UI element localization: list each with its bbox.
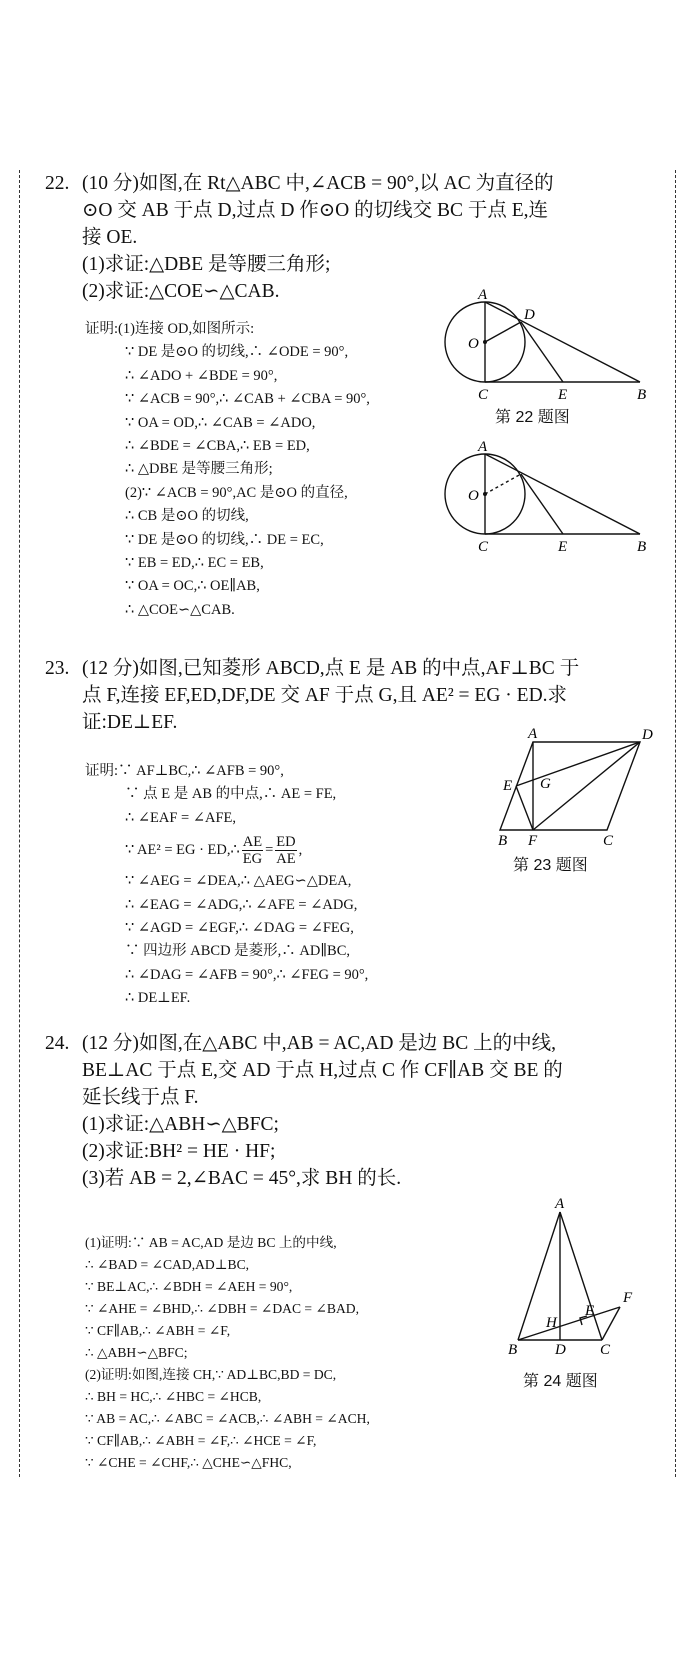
label-C: C [478, 387, 489, 403]
label-O: O [468, 336, 479, 352]
label-D: D [642, 727, 653, 743]
label-B: B [637, 539, 647, 555]
label-B: B [637, 387, 647, 403]
proof-line: ∵ 四边形 ABCD 是菱形,∴ AD∥BC, [125, 943, 351, 960]
label-A: A [555, 1196, 565, 1212]
proof-line: 证明:∵ AF⊥BC,∴ ∠AFB = 90°, [85, 763, 284, 779]
label-B: B [498, 833, 508, 849]
figure-22-caption: 第 22 题图 [495, 409, 570, 426]
label-H: H [546, 1315, 557, 1331]
proof-text: ∵ AE² = EG · ED,∴ [125, 842, 240, 859]
label-D: D [555, 1342, 566, 1358]
question-line: BE⊥AC 于点 E,交 AD 于点 H,过点 C 作 CF∥AB 交 BE 的 [82, 1060, 563, 1081]
proof-line: ∴ ∠DAG = ∠AFB = 90°,∴ ∠FEG = 90°, [125, 966, 369, 983]
question-line: (12 分)如图,在△ABC 中,AB = AC,AD 是边 BC 上的中线, [82, 1033, 556, 1054]
question-number: 24. [45, 1033, 70, 1054]
proof-line: ∵ BE⊥AC,∴ ∠BDH = ∠AEH = 90°, [85, 1279, 293, 1294]
proof-line: ∵ ∠AEG = ∠DEA,∴ △AEG∽△DEA, [125, 873, 352, 890]
proof-line: ∵ OA = OD,∴ ∠CAB = ∠ADO, [125, 414, 316, 431]
question-line: (3)若 AB = 2,∠BAC = 45°,求 BH 的长. [82, 1168, 402, 1189]
proof-line: ∴ ∠BDE = ∠CBA,∴ EB = ED, [125, 437, 310, 454]
label-C: C [478, 539, 489, 555]
label-B: B [508, 1342, 518, 1358]
question-line: ⊙O 交 AB 于点 D,过点 D 作⊙O 的切线交 BC 于点 E,连 [82, 200, 549, 221]
question-line: (1)求证:△DBE 是等腰三角形; [82, 254, 331, 275]
proof-22 [85, 318, 370, 622]
proof-line: ∵ ∠AHE = ∠BHD,∴ ∠DBH = ∠DAC = ∠BAD, [85, 1301, 359, 1316]
proof-line: ∴ CB 是⊙O 的切线, [125, 508, 249, 525]
fraction-numerator: AE [242, 834, 263, 851]
label-O: O [468, 488, 479, 504]
proof-line: ∴ BH = HC,∴ ∠HBC = ∠HCB, [85, 1389, 262, 1404]
proof-line: ∵ AB = AC,∴ ∠ABC = ∠ACB,∴ ∠ABH = ∠ACH, [85, 1411, 370, 1426]
question-line: 点 F,连接 EF,ED,DF,DE 交 AF 于点 G,且 AE² = EG · ED.求 [82, 685, 568, 706]
figure-22-a [450, 287, 650, 410]
proof-line: ∵ ∠CHE = ∠CHF,∴ △CHE∽△FHC, [85, 1455, 292, 1470]
question-line: 接 OE. [82, 227, 138, 248]
fraction-tail: , [298, 842, 303, 859]
proof-line: (1)证明:∵ AB = AC,AD 是边 BC 上的中线, [85, 1235, 337, 1250]
label-C: C [603, 833, 614, 849]
proof-line: ∵ OA = OC,∴ OE∥AB, [125, 578, 260, 595]
proof-line: ∵ ∠ACB = 90°,∴ ∠CAB + ∠CBA = 90°, [125, 391, 370, 408]
proof-24 [85, 1232, 370, 1474]
figure-24-caption: 第 24 题图 [523, 1373, 598, 1390]
label-E: E [585, 1303, 595, 1319]
question-line: (1)求证:△ABH∽△BFC; [82, 1114, 279, 1135]
label-E: E [503, 778, 513, 794]
label-A: A [528, 726, 538, 742]
label-D: D [524, 307, 535, 323]
label-G: G [540, 776, 551, 792]
figure-22-b [450, 439, 650, 562]
figure-24 [508, 1196, 660, 1358]
label-A: A [478, 439, 488, 455]
right-dashed-margin [675, 170, 676, 1477]
proof-line: ∵ ∠AGD = ∠EGF,∴ ∠DAG = ∠FEG, [125, 919, 354, 936]
proof-line: ∵ DE 是⊙O 的切线,∴ DE = EC, [125, 531, 324, 548]
fraction [242, 834, 263, 867]
question-line: (2)求证:BH² = HE · HF; [82, 1141, 276, 1162]
label-A: A [478, 287, 488, 303]
left-dashed-margin [19, 170, 20, 1477]
question-line: 证:DE⊥EF. [82, 712, 178, 733]
label-E: E [558, 387, 568, 403]
proof-line: ∵ 点 E 是 AB 的中点,∴ AE = FE, [125, 786, 337, 803]
proof-line: (2)证明:如图,连接 CH,∵ AD⊥BC,BD = DC, [85, 1367, 337, 1382]
question-line: (2)求证:△COE∽△CAB. [82, 281, 280, 302]
proof-line: ∴ ∠EAG = ∠ADG,∴ ∠AFE = ∠ADG, [125, 896, 358, 913]
proof-line: ∴ △DBE 是等腰三角形; [125, 461, 273, 478]
proof-line: ∴ ∠EAF = ∠AFE, [125, 809, 236, 826]
label-F: F [528, 833, 538, 849]
label-C: C [600, 1342, 611, 1358]
proof-line: 证明:(1)连接 OD,如图所示: [85, 321, 255, 337]
fraction-denominator: EG [242, 851, 263, 868]
question-line: (10 分)如图,在 Rt△ABC 中,∠ACB = 90°,以 AC 为直径的 [82, 173, 554, 194]
proof-line: ∵ AE² = EG · ED,∴ $\frac{AE}{EG}$ = $\frac{ED}{AE}$ , [125, 834, 303, 868]
proof-line: ∵ DE 是⊙O 的切线,∴ ∠ODE = 90°, [125, 344, 349, 361]
proof-line: ∴ △COE∽△CAB. [125, 601, 235, 618]
proof-line: ∵ CF∥AB,∴ ∠ABH = ∠F,∴ ∠HCE = ∠F, [85, 1433, 317, 1448]
fraction [275, 834, 296, 867]
question-line: 延长线于点 F. [82, 1087, 199, 1108]
proof-23 [85, 760, 368, 1011]
figure-23 [498, 726, 660, 849]
proof-line: ∴ △ABH∽△BFC; [85, 1345, 188, 1360]
proof-line: (2)∵ ∠ACB = 90°,AC 是⊙O 的直径, [125, 484, 348, 501]
fraction-numerator: ED [276, 834, 296, 851]
question-number: 22. [45, 173, 70, 194]
fraction-denominator: AE [276, 851, 296, 868]
proof-line: ∴ ∠BAD = ∠CAD,AD⊥BC, [85, 1257, 250, 1272]
proof-line: ∴ ∠ADO + ∠BDE = 90°, [125, 367, 278, 384]
label-E: E [558, 539, 568, 555]
proof-line: ∴ DE⊥EF. [125, 990, 191, 1007]
label-F: F [623, 1290, 633, 1306]
figure-23-caption: 第 23 题图 [513, 857, 588, 874]
question-number: 23. [45, 658, 70, 679]
question-line: (12 分)如图,已知菱形 ABCD,点 E 是 AB 的中点,AF⊥BC 于 [82, 658, 580, 679]
proof-line: ∵ EB = ED,∴ EC = EB, [125, 554, 264, 571]
proof-line: ∵ CF∥AB,∴ ∠ABH = ∠F, [85, 1323, 231, 1338]
